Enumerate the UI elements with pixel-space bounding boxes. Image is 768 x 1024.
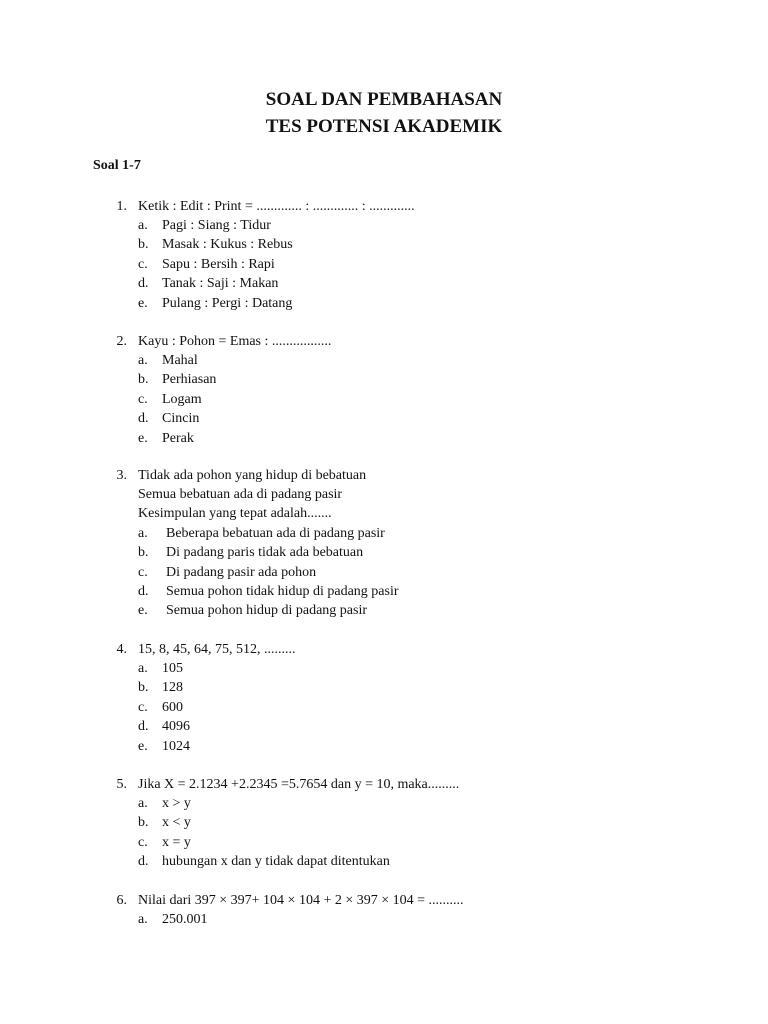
question-number: 2. xyxy=(116,334,127,349)
option-label: e. xyxy=(138,430,148,446)
question-1 xyxy=(100,197,415,216)
option-text: Masak : Kukus : Rebus xyxy=(162,237,293,253)
option-label: b. xyxy=(138,815,149,831)
question-6 xyxy=(100,891,464,910)
option-label: c. xyxy=(138,391,148,407)
option-text: hubungan x dan y tidak dapat ditentukan xyxy=(162,854,390,870)
question-1-options xyxy=(0,216,293,313)
question-number: 5. xyxy=(116,777,127,792)
option-text: 250.001 xyxy=(162,912,208,927)
question-4 xyxy=(100,640,296,659)
option-text: Mahal xyxy=(162,353,198,368)
option-text: Semua pohon tidak hidup di padang pasir xyxy=(166,584,399,600)
option-label: c. xyxy=(138,256,148,272)
question-number: 4. xyxy=(116,642,127,657)
question-5-options xyxy=(0,794,390,872)
option xyxy=(0,370,216,389)
question-3 xyxy=(100,466,366,485)
option-text: Sapu : Bersih : Rapi xyxy=(162,256,275,272)
option xyxy=(0,216,293,235)
option-text: Semua pohon hidup di padang pasir xyxy=(166,603,368,619)
option-label: a. xyxy=(138,661,148,676)
option-text: Pagi : Siang : Tidur xyxy=(162,218,271,233)
option xyxy=(0,678,190,697)
option-text: x < y xyxy=(162,815,191,831)
question-stem-line3: Kesimpulan yang tepat adalah....... xyxy=(138,506,332,522)
question-3-body xyxy=(0,485,399,621)
option-text: Cincin xyxy=(162,411,200,427)
option xyxy=(0,698,190,717)
option-text: 105 xyxy=(162,661,183,676)
option-text: Tanak : Saji : Makan xyxy=(162,276,279,292)
option xyxy=(0,409,216,428)
option xyxy=(0,351,216,370)
option xyxy=(0,524,399,543)
option xyxy=(0,852,390,871)
option xyxy=(0,274,293,293)
option xyxy=(0,737,190,756)
option xyxy=(0,601,399,620)
option-label: e. xyxy=(138,603,148,619)
question-2 xyxy=(100,332,331,351)
question-2-options xyxy=(0,351,216,448)
option xyxy=(0,910,208,929)
option xyxy=(0,659,190,678)
option xyxy=(0,813,390,832)
section-heading: Soal 1-7 xyxy=(93,158,141,173)
question-stem: Nilai dari 397 × 397+ 104 × 104 + 2 × 397 × 104 = .......... xyxy=(138,893,464,908)
option-text: Perhiasan xyxy=(162,372,217,388)
option-label: d. xyxy=(138,411,149,427)
option-label: a. xyxy=(138,218,148,233)
option-label: e. xyxy=(138,738,148,754)
question-6-options xyxy=(0,910,208,929)
option-label: d. xyxy=(138,584,149,600)
option-label: b. xyxy=(138,237,149,253)
question-number: 1. xyxy=(116,199,127,214)
option-text: 1024 xyxy=(162,738,190,754)
option xyxy=(0,543,399,562)
option xyxy=(0,390,216,409)
option-text: Pulang : Pergi : Datang xyxy=(162,295,293,311)
question-number: 6. xyxy=(116,893,127,908)
document-title-line2: TES POTENSI AKADEMIK xyxy=(265,116,503,137)
option-text: x > y xyxy=(162,796,191,811)
option xyxy=(0,833,390,852)
question-stem: Ketik : Edit : Print = ............. : ............. : ............. xyxy=(138,199,415,214)
option-label: c. xyxy=(138,699,148,715)
option-text: Di padang pasir ada pohon xyxy=(166,564,317,580)
option-text: 600 xyxy=(162,699,183,715)
question-4-options xyxy=(0,659,190,756)
option-label: a. xyxy=(138,353,148,368)
option-label: c. xyxy=(138,564,148,580)
question-number: 3. xyxy=(116,468,127,483)
question-stem: 15, 8, 45, 64, 75, 512, ......... xyxy=(138,642,296,657)
option-label: b. xyxy=(138,372,149,388)
option xyxy=(0,563,399,582)
option-label: a. xyxy=(138,912,148,927)
option-text: Beberapa bebatuan ada di padang pasir xyxy=(166,525,385,541)
question-stem: Kayu : Pohon = Emas : ................. xyxy=(138,334,332,349)
option xyxy=(0,582,399,601)
option-text: x = y xyxy=(162,834,191,850)
question-stem-line2: Semua bebatuan ada di padang pasir xyxy=(138,487,343,502)
option-label: b. xyxy=(138,680,149,696)
option xyxy=(0,717,190,736)
question-stem: Tidak ada pohon yang hidup di bebatuan xyxy=(138,468,367,483)
option xyxy=(0,255,293,274)
option xyxy=(0,235,293,254)
question-5 xyxy=(100,775,459,794)
option-label: e. xyxy=(138,295,148,311)
question-stem: Jika X = 2.1234 +2.2345 =5.7654 dan y = 10, maka......... xyxy=(138,777,460,792)
option-label: c. xyxy=(138,834,148,850)
option xyxy=(0,294,293,313)
option-label: b. xyxy=(138,545,149,561)
option-text: 4096 xyxy=(162,719,190,735)
option-label: d. xyxy=(138,854,149,870)
option-label: a. xyxy=(138,796,148,811)
option xyxy=(0,794,390,813)
option-label: d. xyxy=(138,719,149,735)
option-label: a. xyxy=(138,525,148,541)
document-title-line1: SOAL DAN PEMBAHASAN xyxy=(265,89,503,110)
option xyxy=(0,429,216,448)
option-text: 128 xyxy=(162,680,183,696)
option-text: Di padang paris tidak ada bebatuan xyxy=(166,545,364,561)
option-text: Logam xyxy=(162,391,202,407)
option-label: d. xyxy=(138,276,149,292)
option-text: Perak xyxy=(162,430,194,446)
